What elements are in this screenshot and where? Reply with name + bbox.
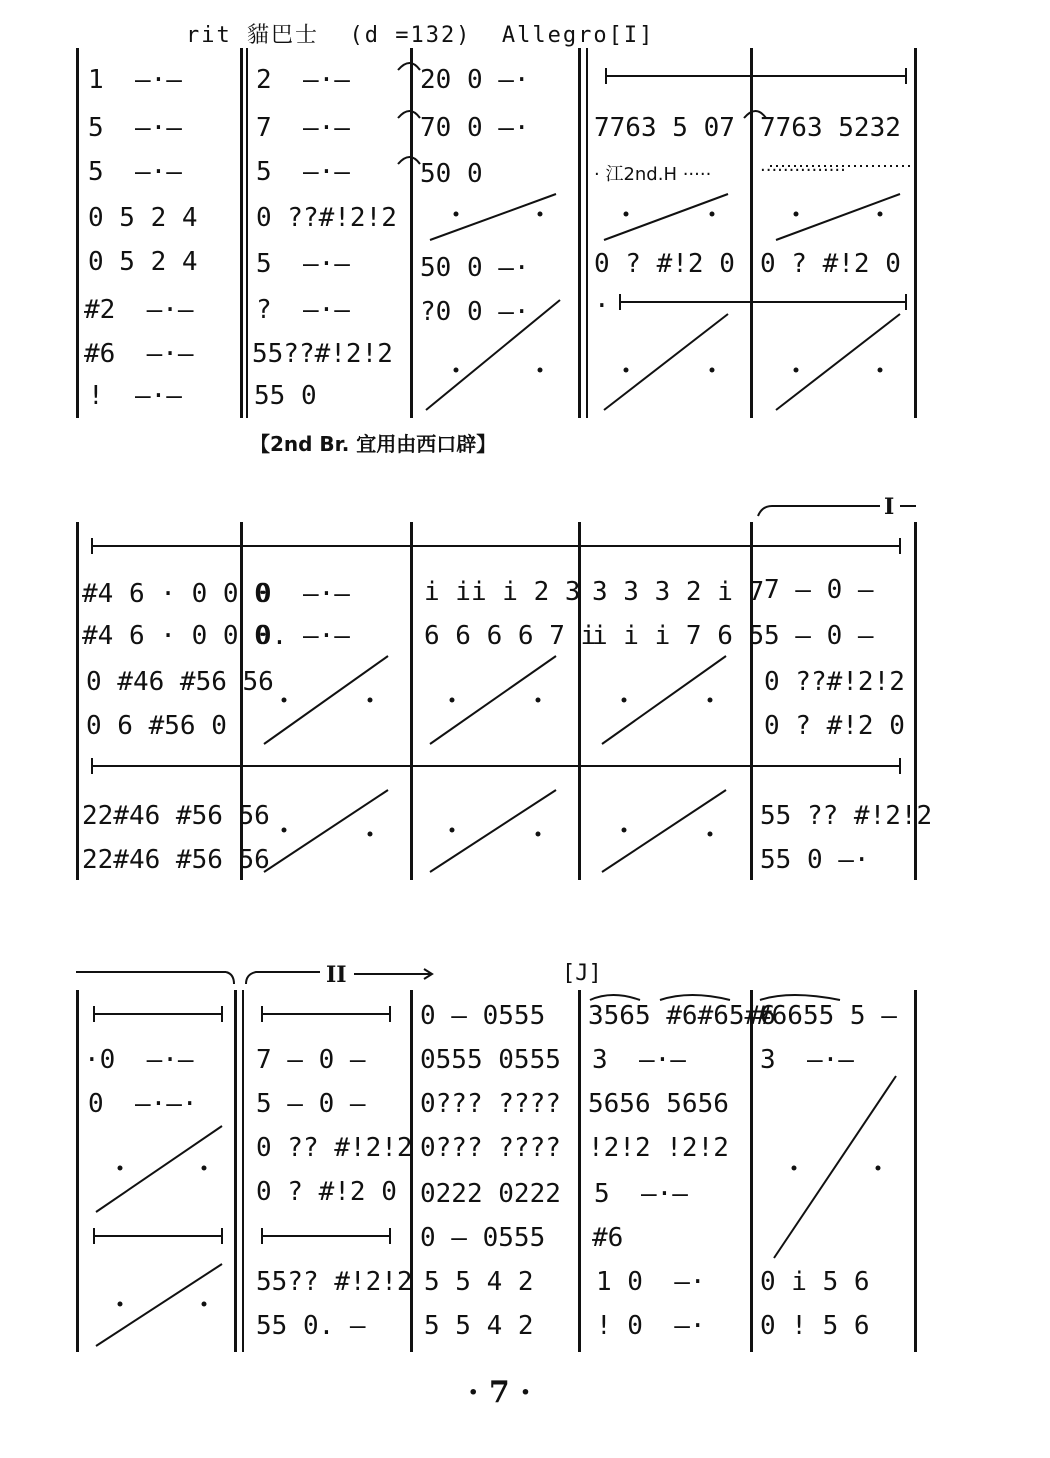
note-row: 5 —·— xyxy=(256,249,350,279)
note-row: 22#46 #56 56 xyxy=(82,801,270,831)
note-row: 6 6 6 6 7 i xyxy=(424,621,597,651)
note-row: !2!2 !2!2 xyxy=(588,1133,729,1163)
note-row: 70 0 —· xyxy=(420,113,530,143)
note-row: 5 —·— xyxy=(88,157,182,187)
note-row: · xyxy=(594,291,610,321)
note-row: 55 0 xyxy=(254,381,317,411)
footnote: 【2nd Br. 宜用由西口辟】 xyxy=(250,432,497,456)
note-row: #6 xyxy=(592,1223,624,1253)
note-row: 0 #46 #56 56 xyxy=(86,667,274,697)
note-row: 0 5 2 4 xyxy=(88,247,198,277)
note-row: 55 ?? #!2!2 xyxy=(760,801,933,831)
note-row: ·0 —·— xyxy=(84,1045,194,1075)
note-row: 20 0 —· xyxy=(420,65,530,95)
page-number: · 7 · xyxy=(468,1375,531,1410)
note-row: 5656 5656 xyxy=(588,1089,729,1119)
note-row: 0 6 #56 0 xyxy=(86,711,227,741)
note-row: 3565 #6#65#6 xyxy=(588,1001,776,1031)
rehearsal-mark: II xyxy=(326,962,347,988)
note-row: 0??? ???? xyxy=(420,1133,561,1163)
note-row: 7 —·— xyxy=(256,113,350,143)
note-row: 7763 5232 xyxy=(760,113,901,143)
note-row: 55 0 —· xyxy=(760,845,870,875)
note-row: 0 ? #!2 0 xyxy=(764,711,905,741)
note-row: 0555 0555 xyxy=(420,1045,561,1075)
note-row: 22#46 #56 56 xyxy=(82,845,270,875)
note-row: #2 —·— xyxy=(84,295,194,325)
note-row: 0 ??#!2!2 xyxy=(256,203,397,233)
note-row: 0222 0222 xyxy=(420,1179,561,1209)
note-row: 0 ? #!2 0 xyxy=(594,249,735,279)
note-row: 5 —·— xyxy=(88,113,182,143)
note-row: #6655 5 — xyxy=(756,1001,897,1031)
note-row: 5 5 4 2 xyxy=(424,1311,534,1341)
note-row: 55?? #!2!2 xyxy=(256,1267,413,1297)
note-row: 0 ? #!2 0 xyxy=(760,249,901,279)
note-row: ? —·— xyxy=(256,295,350,325)
note-row: 0 ? #!2 0 xyxy=(256,1177,397,1207)
note-row: 7 — 0 — xyxy=(764,575,874,605)
note-row: 7763 5 07 xyxy=(594,113,735,143)
note-row: #4 6 · 0 0 0 xyxy=(82,579,270,609)
note-row: 1 —·— xyxy=(88,65,182,95)
note-row: 5 — 0 — xyxy=(764,621,874,651)
note-row: 0??? ???? xyxy=(420,1089,561,1119)
note-row: 55??#!2!2 xyxy=(252,339,393,369)
note-row: 7 — 0 — xyxy=(256,1045,366,1075)
rehearsal-mark: I xyxy=(884,494,895,520)
note-row: 0 ?? #!2!2 xyxy=(256,1133,413,1163)
note-row: 0. —·— xyxy=(256,621,350,651)
note-row: 3 3 3 2 i 7 xyxy=(592,577,765,607)
rehearsal-mark: [J] xyxy=(562,961,602,986)
note-row: 5 —·— xyxy=(256,157,350,187)
note-row: 1 0 —· xyxy=(596,1267,706,1297)
tempo-header: rit 貓巴士 (d =132) Allegro[I] xyxy=(186,23,655,48)
note-row: ··············· xyxy=(760,160,846,181)
note-row: 0 i 5 6 xyxy=(760,1267,870,1297)
note-row: 0 —·— xyxy=(256,579,350,609)
note-row: i ii i 2 3 xyxy=(424,577,581,607)
note-row: 2 —·— xyxy=(256,65,350,95)
note-row: 5 5 4 2 xyxy=(424,1267,534,1297)
note-row: 50 0 —· xyxy=(420,253,530,283)
note-row: 3 —·— xyxy=(760,1045,854,1075)
note-row: i i i 7 6 5 xyxy=(592,621,765,651)
note-row: 0 — 0555 xyxy=(420,1223,546,1253)
note-row: 5 —·— xyxy=(594,1179,688,1209)
note-row: ! —·— xyxy=(88,381,182,411)
note-row: ! 0 —· xyxy=(596,1311,706,1341)
note-row: #6 —·— xyxy=(84,339,194,369)
note-row: 0 — 0555 xyxy=(420,1001,546,1031)
note-row: #4 6 · 0 0 0 xyxy=(82,621,270,651)
note-row: 0 —·—· xyxy=(88,1089,198,1119)
note-row: · 江2nd.H ····· xyxy=(594,164,712,185)
note-row: 55 0. — xyxy=(256,1311,366,1341)
note-row: ?0 0 —· xyxy=(420,297,530,327)
note-row: 0 ! 5 6 xyxy=(760,1311,870,1341)
note-row: 5 — 0 — xyxy=(256,1089,366,1119)
note-row: 0 ??#!2!2 xyxy=(764,667,905,697)
note-row: 3 —·— xyxy=(592,1045,686,1075)
note-row: 50 0 xyxy=(420,159,483,189)
note-row: 0 5 2 4 xyxy=(88,203,198,233)
